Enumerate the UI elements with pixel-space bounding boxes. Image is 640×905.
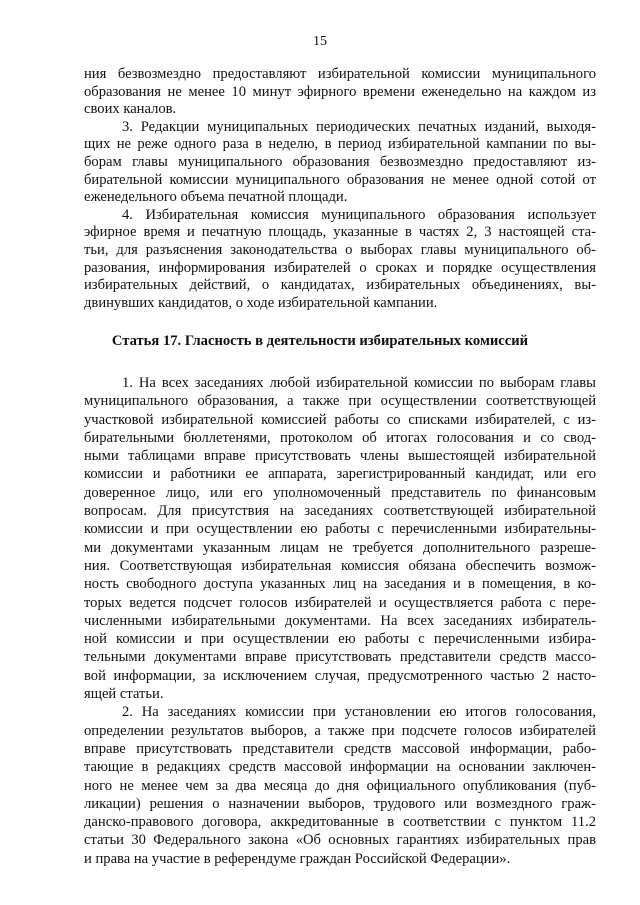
text-line: 3. Редакции муниципальных периодических печатных изданий, выходя- <box>122 118 596 135</box>
text-line: вопросам. Для присутствия на заседаниях соответствующей избирательной <box>84 503 596 520</box>
text-block-part1 <box>84 66 596 312</box>
article-heading: Статья 17. Гласность в деятельности избирательных комиссий <box>111 333 529 349</box>
text-line: комиссии и при осуществлении ею работы с перечисленными избирательны- <box>84 521 596 538</box>
text-line: двинувших кандидатов, о ходе избирательной кампании. <box>84 294 438 311</box>
text-line: тающие в редакциях средств массовой информации на основании заключен- <box>84 759 596 776</box>
text-line: определении результатов выборов, а также при подсчете голосов избирателей <box>84 722 596 739</box>
text-line: ми документами указанным лицам не требуется дополнительного разреше- <box>84 539 596 556</box>
text-line: ной комиссии и при осуществлении ею работы с перечисленными избира- <box>84 631 596 648</box>
text-line: еженедельного объема печатной площади. <box>84 189 348 206</box>
text-line: борам главы муниципального образования безвозмездно предоставляют из- <box>84 153 596 170</box>
text-line: разования, информирования избирателей о сроках и порядке осуществления <box>84 259 596 276</box>
text-line: ного не менее чем за два месяца до дня официального опубликования (пуб- <box>84 777 596 794</box>
text-line: ния безвозмездно предоставляют избирательной комиссии муниципального <box>84 66 596 82</box>
text-line: ящей статьи. <box>84 686 164 703</box>
text-block-article-17 <box>84 374 596 868</box>
text-line: ния. Соответствующая избирательная комиссия обязана обеспечить возмож- <box>84 557 596 574</box>
page-number: 15 <box>313 34 327 49</box>
text-line: доверенное лицо, или его уполномоченный представитель по финансовым <box>84 484 596 501</box>
text-line: ликации) решения о назначении выборов, трудового или возмездного граж- <box>84 795 596 812</box>
text-line: щих не реже одного раза в неделю, в период избирательной кампании по вы- <box>84 136 596 153</box>
text-line: муниципального образования, а также при осуществлении соответствующей <box>84 393 596 410</box>
text-line: образования не менее 10 минут эфирного времени еженедельно на каждом из <box>84 83 596 100</box>
text-line: комиссии и работники ее аппарата, зарегистрированный кандидат, или его <box>84 466 596 483</box>
text-line: ность свободного доступа указанных лиц на заседания и в помещения, в ко- <box>84 576 596 593</box>
text-line: численными избирательными документами. На всех заседаниях избиратель- <box>84 612 596 629</box>
text-line: вправе присутствовать представители средств массовой информации, рабо- <box>84 740 596 757</box>
text-line: своих каналов. <box>84 101 177 118</box>
text-line: 1. На всех заседаниях любой избирательной комиссии по выборам главы <box>122 375 596 391</box>
text-line: данско-правового договора, аккредитованные в соответствии с пунктом 11.2 <box>84 814 596 831</box>
text-line: вой информации, за исключением случая, предусмотренного частью 2 насто- <box>84 667 596 684</box>
text-line: бирательной комиссии муниципального образования не менее одной сотой от <box>84 171 596 188</box>
text-line: избирательных действий, о кандидатах, избирательных объединениях, вы- <box>84 277 596 294</box>
text-line: участковой избирательной комиссией работы со списками избирателей, с из- <box>84 411 596 428</box>
text-line: тельными документами вправе присутствовать представители средств массо- <box>84 649 596 666</box>
text-line: эфирное время и печатную площадь, указанные в частях 2, 3 настоящей ста- <box>84 224 596 241</box>
text-line: торых ведется подсчет голосов избирателей и осуществляется работа с пере- <box>84 594 596 611</box>
text-line: статьи 30 Федерального закона «Об основных гарантиях избирательных прав <box>84 832 596 849</box>
text-line: бирательными бюллетенями, протоколом об итогах голосования и со свод- <box>84 429 596 446</box>
text-line: 4. Избирательная комиссия муниципального образования использует <box>122 206 596 223</box>
text-line: 2. На заседаниях комиссии при установлении ею итогов голосования, <box>122 704 596 721</box>
text-line: тьи, для разъяснения законодательства о выборах главы муниципального об- <box>84 241 596 258</box>
text-line: ными таблицами вправе присутствовать члены вышестоящей избирательной <box>84 448 596 465</box>
text-line: и права на участие в референдуме граждан Российской Федерации». <box>84 850 511 867</box>
